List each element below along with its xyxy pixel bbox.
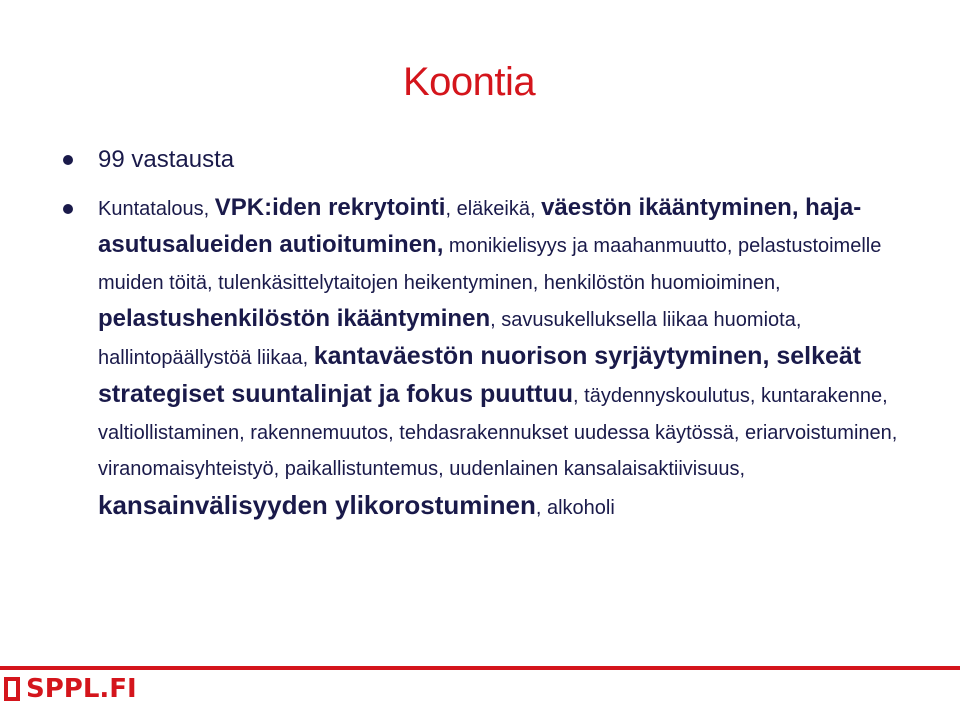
footer-divider: [0, 666, 960, 670]
bullet-text: 99 vastausta: [98, 146, 235, 173]
slide-title: Koontia: [403, 60, 536, 104]
text-segment: Kuntatalous,: [98, 198, 215, 220]
bullet-dot-icon: [63, 204, 73, 214]
bullet-item: [60, 140, 940, 180]
bullet-list: [60, 140, 940, 527]
text-segment: monikielisyys ja maahanmuutto, pelastustoimelle muiden töitä, tulenkäsittelytaitojen heikentyminen, henkilöstön huomioiminen,: [98, 235, 882, 294]
footer: [0, 666, 960, 706]
bullet-item: [60, 190, 940, 527]
emphasis-text: pelastushenkilöstön ikääntyminen: [98, 304, 491, 332]
text-segment: , eläkeikä,: [445, 198, 542, 220]
text-segment: , täydennyskoulutus, kuntarakenne, valtiollistaminen, rakennemuutos, tehdasrakennukset uudessa käytössä, eriarvoistuminen, viranomaisyhteistyö, paikallistuntemus, uudenlainen kansalaisaktiivisuus,: [98, 385, 898, 481]
bullet-dot-icon: [63, 155, 73, 165]
emphasis-text: kantaväestön nuorison syrjäytyminen, selkeät strategiset suuntalinjat ja fokus puuttuu: [98, 342, 862, 409]
emphasis-text: kansainvälisyyden ylikorostuminen: [98, 490, 536, 521]
sppl-logo: [4, 674, 137, 704]
bullet-text: [98, 194, 898, 521]
logo-mark-icon: [4, 677, 20, 701]
logo-text: SPPL.FI: [26, 674, 137, 704]
text-segment: , savusukelluksella liikaa huomiota, hallintopäällystöä liikaa,: [98, 308, 802, 370]
emphasis-text: VPK:iden rekrytointi: [214, 194, 446, 221]
text-segment: , alkoholi: [535, 497, 615, 520]
emphasis-text: väestön ikääntyminen, haja-asutusalueiden autioituminen,: [98, 194, 862, 259]
